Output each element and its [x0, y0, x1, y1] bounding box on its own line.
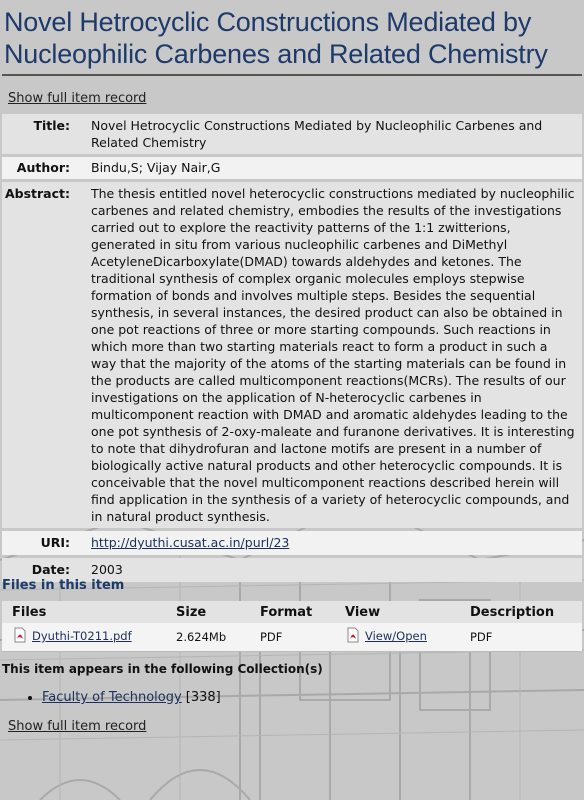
metadata-table	[2, 114, 582, 582]
format-col-header: Format	[250, 601, 335, 623]
date-label: Date:	[31, 562, 70, 577]
uri-row	[2, 531, 582, 555]
title-row	[2, 114, 582, 154]
pdf-file-icon	[12, 627, 28, 646]
view-open-link[interactable]: View/Open	[365, 629, 427, 643]
file-link[interactable]: Dyuthi-T0211.pdf	[32, 629, 132, 643]
title-value: Novel Hetrocyclic Constructions Mediated by Nucleophilic Carbenes and Related Chemistry	[91, 118, 543, 150]
files-header-row	[2, 601, 582, 623]
show-full-record-link-top[interactable]: Show full item record	[8, 91, 147, 106]
file-description: PDF	[460, 623, 582, 652]
description-col-header: Description	[460, 601, 582, 623]
abstract-row	[2, 182, 582, 528]
show-full-record-link-bottom[interactable]: Show full item record	[8, 719, 147, 734]
page-title: Novel Hetrocyclic Constructions Mediated by Nucleophilic Carbenes and Related Chemistry	[4, 7, 548, 69]
uri-label: URI:	[40, 535, 70, 550]
author-value: Bindu,S; Vijay Nair,G	[91, 160, 221, 175]
uri-link[interactable]: http://dyuthi.cusat.ac.in/purl/23	[91, 535, 290, 550]
author-label: Author:	[16, 160, 70, 175]
collections-list	[22, 690, 221, 705]
view-col-header: View	[335, 601, 460, 623]
files-table	[2, 601, 582, 652]
file-format: PDF	[250, 623, 335, 652]
abstract-value: The thesis entitled novel heterocyclic constructions mediated by nucleophilic carbenes and related chemistry, embodies the results of the investigations carried out to explore the reactivity patterns of the 1:1 zwitterions, generated in situ from various nucleophilic carbenes and DiMethyl AcetyleneDicarboxylate(DMAD) towards aldehydes and ketones. The traditional synthesis of complex organic molecules employs stepwise formation of bonds and involves multiple steps. Besides the sequential synthesis, in several instances, the desired product can also be obtained in one pot reactions of three or more starting compounds. Such reactions in which more than two starting materials react to form a product in such a way that the majority of the atoms of the starting materials can be found in the products are called multicomponent reactions(MCRs). The results of our investigations on the application of N-heterocyclic carbenes in multicomponent reaction with DMAD and aromatic aldehydes leading to the one pot synthesis of 2-oxy-maleate and furanone derivatives. It is interesting to note that dihydrofuran and lactone motifs are present in a number of biologically active natural products and other heterocyclic compounds. It is conceivable that the novel multicomponent reactions described herein will find application in the synthesis of a variety of heterocyclic compounds, and in natural product synthesis.	[91, 186, 575, 524]
size-col-header: Size	[166, 601, 250, 623]
collections-heading: This item appears in the following Collection(s)	[2, 662, 323, 676]
pdf-view-icon[interactable]	[345, 627, 361, 646]
file-row	[2, 623, 582, 652]
collection-count: [338]	[185, 690, 221, 705]
date-value: 2003	[91, 562, 123, 577]
author-row	[2, 157, 582, 179]
files-col-header: Files	[2, 601, 166, 623]
files-heading: Files in this item	[2, 578, 125, 593]
abstract-label: Abstract:	[4, 186, 70, 201]
page-title-area	[2, 0, 582, 76]
collection-item	[42, 690, 221, 705]
title-label: Title:	[33, 118, 70, 133]
file-size: 2.624Mb	[166, 623, 250, 652]
collection-link[interactable]: Faculty of Technology	[42, 690, 182, 705]
